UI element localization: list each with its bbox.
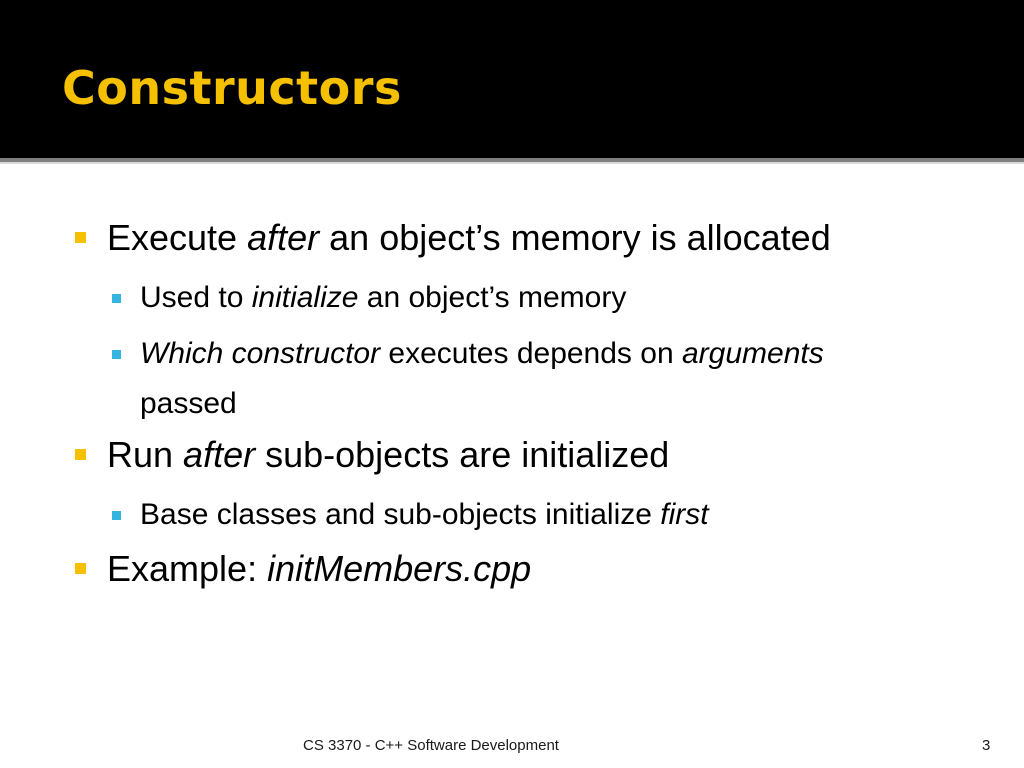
bullet-text: an object’s memory is allocated	[319, 217, 831, 258]
sub-bullet-square-icon	[112, 294, 121, 303]
slide-title: Constructors	[62, 61, 402, 115]
emphasis-text: initialize	[251, 281, 359, 314]
bullet-text: Execute	[107, 217, 248, 258]
bullet-text: Run	[107, 434, 184, 475]
emphasis-text: after	[183, 434, 256, 475]
sub-bullet-item-1-1	[140, 274, 626, 322]
bullet-square-icon	[75, 232, 86, 243]
bullet-text: sub-objects are initialized	[255, 434, 670, 475]
emphasis-text: Which constructor	[140, 337, 381, 370]
footer-page-number: 3	[982, 737, 991, 754]
bullet-item-3	[107, 547, 531, 591]
bullet-text: executes depends on	[380, 337, 682, 370]
emphasis-text: after	[247, 217, 320, 258]
bullet-text: an object’s memory	[358, 281, 627, 314]
sub-bullet-continuation: passed	[140, 387, 237, 420]
emphasis-text: first	[660, 498, 709, 531]
bullet-item-1	[107, 216, 831, 260]
emphasis-text: arguments	[681, 337, 824, 370]
bullet-text: Base classes and sub-objects initialize	[140, 498, 661, 531]
bullet-square-icon	[75, 449, 86, 460]
bullet-item-2	[107, 433, 669, 477]
sub-bullet-item-1-2	[140, 330, 824, 378]
sub-bullet-square-icon	[112, 511, 121, 520]
footer-course-title: CS 3370 - C++ Software Development	[303, 737, 559, 754]
sub-bullet-square-icon	[112, 350, 121, 359]
sub-bullet-item-2-1	[140, 491, 709, 539]
bullet-text: Example:	[107, 548, 268, 589]
bullet-text: Used to	[140, 281, 252, 314]
bullet-square-icon	[75, 563, 86, 574]
emphasis-text: initMembers.cpp	[267, 548, 532, 589]
